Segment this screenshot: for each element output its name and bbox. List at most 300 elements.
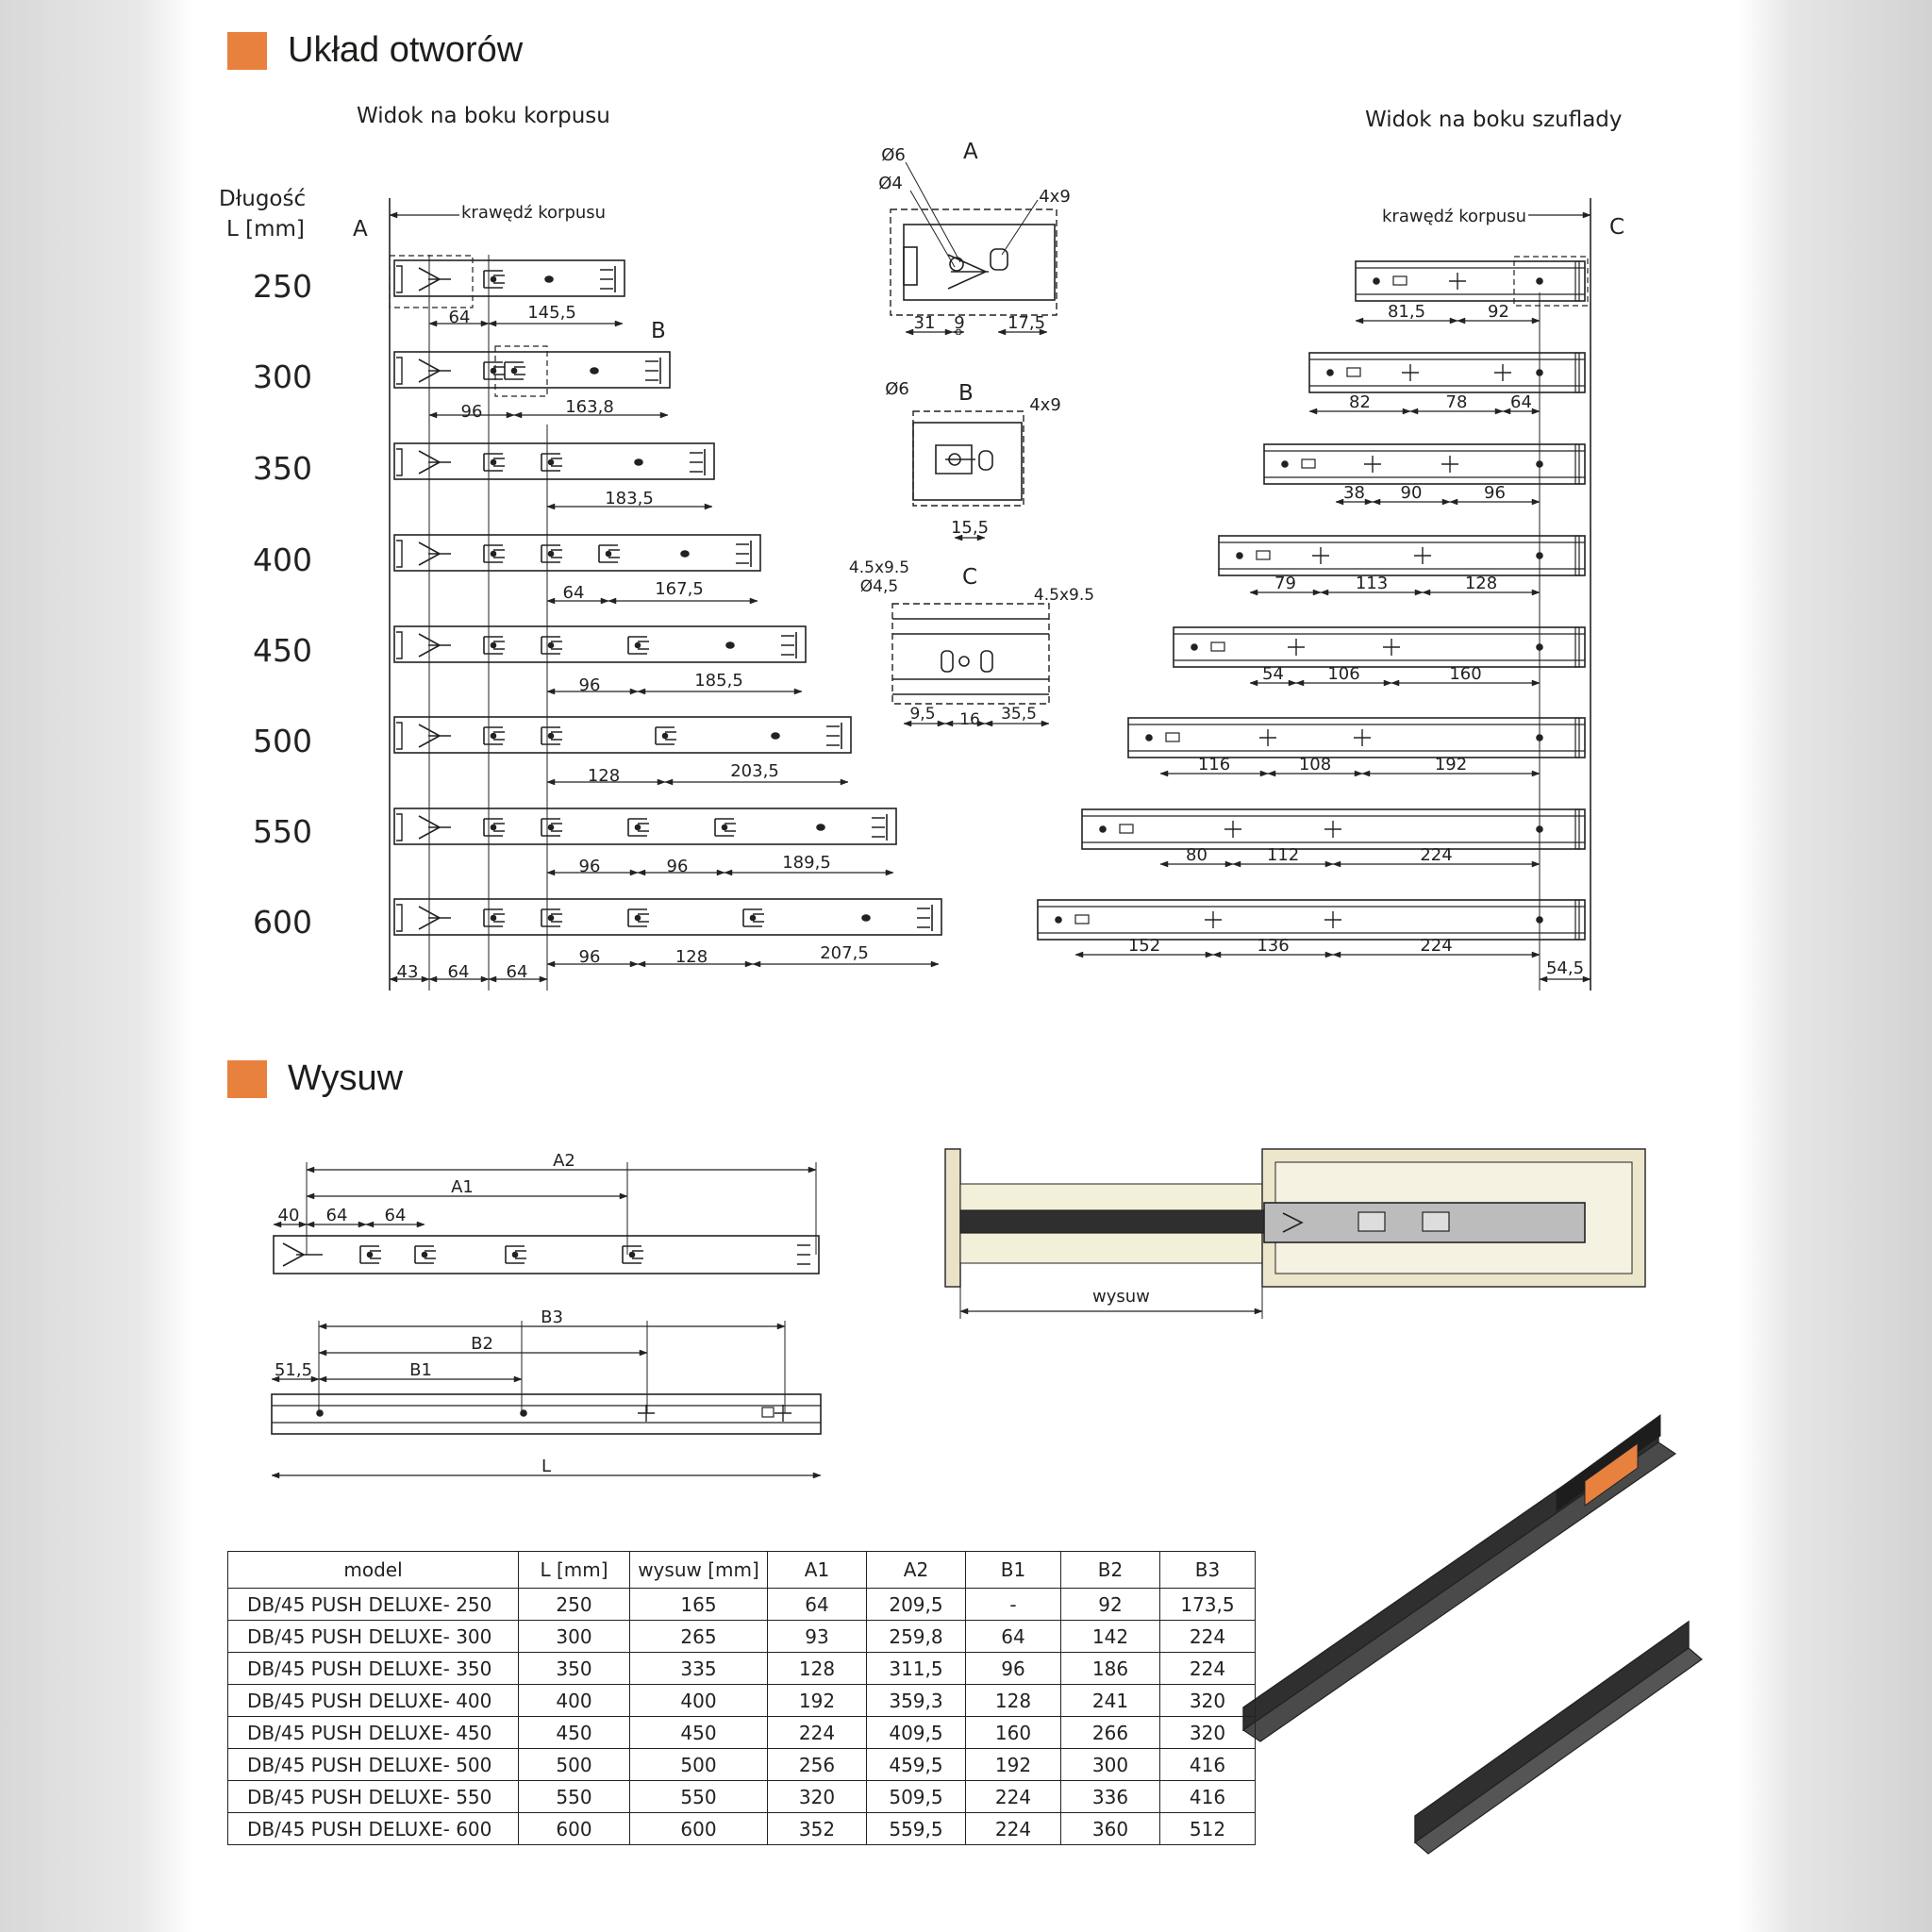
rail-end <box>396 449 402 475</box>
dimension-label: 183,5 <box>605 489 654 508</box>
dimension-label: L <box>541 1457 552 1476</box>
dimension-label: 79 <box>1274 574 1296 593</box>
dimension-label: 81,5 <box>1387 302 1426 322</box>
table-header-cell: wysuw [mm] <box>630 1552 768 1589</box>
detail-B-label: 15,5 <box>950 518 990 538</box>
detail-B-label: 4x9 <box>1029 395 1061 415</box>
hole-dot <box>1537 644 1542 650</box>
hole-dot <box>636 825 641 830</box>
hole-dot <box>1537 917 1542 923</box>
hole-dot <box>751 916 756 921</box>
table-cell: 320 <box>768 1781 867 1813</box>
table-cell: DB/45 PUSH DELUXE- 500 <box>228 1749 519 1781</box>
dimension-label: 64 <box>447 962 470 982</box>
cross-mark <box>1259 729 1276 746</box>
dimension-label: 64 <box>1510 392 1532 412</box>
table-cell: 320 <box>1160 1717 1256 1749</box>
dimension-label: 163,8 <box>565 397 614 417</box>
cabinet-edge-label: krawędź korpusu <box>461 203 607 223</box>
rail-body <box>1356 261 1585 301</box>
dimension-label: 96 <box>1484 483 1506 503</box>
length-value: 250 <box>253 268 312 305</box>
rail-end <box>1575 809 1579 849</box>
dimension-label: 192 <box>1434 755 1468 774</box>
table-cell: DB/45 PUSH DELUXE- 300 <box>228 1621 519 1653</box>
rail-bracket <box>1423 1212 1449 1231</box>
dimension-label: 113 <box>1355 574 1389 593</box>
table-cell: DB/45 PUSH DELUXE- 400 <box>228 1685 519 1717</box>
cross-mark <box>1224 821 1241 838</box>
hole-dot <box>491 460 496 465</box>
hole-dot <box>423 1253 427 1257</box>
table-cell: 165 <box>630 1589 768 1621</box>
length-value: 500 <box>253 723 312 759</box>
detail-A-end <box>904 247 917 285</box>
dimension-label: A1 <box>451 1177 474 1197</box>
table-cell: 550 <box>519 1781 630 1813</box>
marker-C: C <box>1609 215 1625 240</box>
dimension-label: 128 <box>675 947 708 967</box>
hole-dot <box>491 552 496 557</box>
cross-mark <box>1324 821 1341 838</box>
rail-bracket <box>1358 1212 1385 1231</box>
dimension-label: 136 <box>1257 936 1290 956</box>
table-cell: 320 <box>1160 1685 1256 1717</box>
table-cell: 128 <box>966 1685 1061 1717</box>
table-row <box>228 1717 1256 1749</box>
table-header-cell: B2 <box>1061 1552 1160 1589</box>
rail-body <box>394 443 714 479</box>
table-cell: 550 <box>630 1781 768 1813</box>
table-cell: 459,5 <box>867 1749 966 1781</box>
table-cell: 500 <box>519 1749 630 1781</box>
hole-dot <box>1282 461 1288 467</box>
cross-mark <box>1402 364 1419 381</box>
spec-table <box>227 1551 1256 1845</box>
dimension-label: 64 <box>384 1206 407 1225</box>
table-cell: 600 <box>630 1813 768 1845</box>
table-row <box>228 1749 1256 1781</box>
detail-A-hole <box>950 258 963 271</box>
iso-rail-short <box>1415 1622 1689 1842</box>
table-cell: 265 <box>630 1621 768 1653</box>
dimension-label: B2 <box>471 1334 493 1354</box>
hole-dot <box>663 734 668 739</box>
table-cell: DB/45 PUSH DELUXE- 250 <box>228 1589 519 1621</box>
table-cell: 241 <box>1061 1685 1160 1717</box>
table-cell: 224 <box>966 1813 1061 1845</box>
hole-dot <box>1146 735 1152 741</box>
table-cell: 224 <box>768 1717 867 1749</box>
rail-clip <box>419 268 451 291</box>
table-row <box>228 1621 1256 1653</box>
cross-mark <box>1312 547 1329 564</box>
rail-end <box>396 814 402 841</box>
hole-dot <box>636 916 641 921</box>
detail-B-slot <box>979 451 992 470</box>
dimension-label: 152 <box>1127 936 1161 956</box>
rail-front-clip <box>600 266 615 292</box>
dimension-label: 43 <box>396 962 419 982</box>
dimension-label: 90 <box>1400 483 1423 503</box>
table-cell: 300 <box>1061 1749 1160 1781</box>
dimension-label: 224 <box>1420 845 1453 865</box>
hole-dot <box>317 1410 323 1416</box>
rail-end <box>1575 718 1579 758</box>
cross-mark <box>774 1405 791 1422</box>
hole-dot <box>549 643 554 648</box>
rail-front-clip <box>872 814 887 841</box>
detail-C-label: Ø4,5 <box>859 577 899 596</box>
dimension-label: A2 <box>553 1151 575 1171</box>
table-cell: DB/45 PUSH DELUXE- 550 <box>228 1781 519 1813</box>
rail-slot <box>1393 276 1407 285</box>
rail-end <box>1575 261 1579 301</box>
detail-A-label: 17,5 <box>1007 313 1046 333</box>
hole-dot <box>549 552 554 557</box>
detail-A-part <box>904 225 1055 300</box>
dimension-label: 112 <box>1266 845 1300 865</box>
rail-clip <box>419 542 451 565</box>
hole-dot <box>491 277 496 282</box>
rail-clip <box>419 634 451 657</box>
hole-dot <box>1237 553 1242 558</box>
table-row <box>228 1813 1256 1845</box>
table-cell: 360 <box>1061 1813 1160 1845</box>
table-cell: 416 <box>1160 1781 1256 1813</box>
rail-body <box>1174 627 1585 667</box>
rail-body <box>394 352 670 388</box>
table-cell: 224 <box>1160 1621 1256 1653</box>
hole-dot <box>549 460 554 465</box>
table-cell: 559,5 <box>867 1813 966 1845</box>
dimension-label: 54,5 <box>1545 958 1585 978</box>
rail-clip <box>419 451 451 474</box>
detail-C-label: 9,5 <box>909 705 936 724</box>
table-cell: DB/45 PUSH DELUXE- 450 <box>228 1717 519 1749</box>
dimension-label: 51,5 <box>274 1360 313 1380</box>
cross-mark <box>1494 364 1511 381</box>
table-cell: 92 <box>1061 1589 1160 1621</box>
table-cell: 450 <box>519 1717 630 1749</box>
cross-mark <box>1364 456 1381 473</box>
hole-dot <box>1537 826 1542 832</box>
dimension-label: 207,5 <box>820 943 869 963</box>
cross-mark <box>1383 639 1400 656</box>
dimension-label: 189,5 <box>782 853 831 873</box>
detail-A-label: 9 <box>954 313 965 333</box>
detail-C-slot <box>941 651 953 672</box>
table-header-cell: A2 <box>867 1552 966 1589</box>
table-cell: 224 <box>966 1781 1061 1813</box>
hole-dot <box>862 915 870 921</box>
rail-slot <box>1257 551 1270 559</box>
table-cell: 400 <box>630 1685 768 1717</box>
rail-end <box>396 358 402 384</box>
hole-dot <box>1537 461 1542 467</box>
hole-dot <box>630 1253 635 1257</box>
hole-dot <box>368 1253 373 1257</box>
length-label: Długość <box>219 187 307 211</box>
table-cell: 335 <box>630 1653 768 1685</box>
hole-dot <box>1191 644 1197 650</box>
table-cell: 256 <box>768 1749 867 1781</box>
hole-dot <box>726 642 734 648</box>
rail-end <box>1575 900 1579 940</box>
table-cell: 64 <box>966 1621 1061 1653</box>
detail-B-bracket <box>936 445 975 474</box>
detail-A-title: A <box>963 140 978 164</box>
hole-dot <box>491 734 496 739</box>
rail-slot <box>1347 368 1360 376</box>
dimension-label: 64 <box>325 1206 348 1225</box>
table-row <box>228 1653 1256 1685</box>
length-value: 300 <box>253 358 312 395</box>
rail-body <box>394 626 806 662</box>
table-cell: 450 <box>630 1717 768 1749</box>
cross-mark <box>638 1405 655 1422</box>
hole-dot <box>817 824 824 830</box>
rail-slot <box>1211 642 1224 651</box>
table-cell: - <box>966 1589 1061 1621</box>
table-cell: DB/45 PUSH DELUXE- 600 <box>228 1813 519 1845</box>
dimension-label: 145,5 <box>527 303 576 323</box>
rail-slot <box>1075 915 1089 924</box>
dimension-label: 167,5 <box>655 579 704 599</box>
dimension-label: 106 <box>1327 664 1360 684</box>
hole-dot <box>635 459 642 465</box>
hole-dot <box>1537 553 1542 558</box>
detail-drawings <box>891 162 1057 726</box>
table-header-cell: L [mm] <box>519 1552 630 1589</box>
hole-dot <box>491 825 496 830</box>
dimension-label: 80 <box>1186 845 1208 865</box>
cross-mark <box>1441 456 1458 473</box>
rail-slot <box>762 1407 774 1417</box>
table-header-row <box>228 1552 1256 1589</box>
dimension-label: B3 <box>541 1307 563 1327</box>
table-cell: 336 <box>1061 1781 1160 1813</box>
table-cell: DB/45 PUSH DELUXE- 350 <box>228 1653 519 1685</box>
rail-slot <box>1302 459 1315 468</box>
dimension-label: 128 <box>587 766 621 786</box>
length-value: 450 <box>253 632 312 669</box>
rail-body <box>394 535 760 571</box>
length-value: 550 <box>253 813 312 850</box>
dimension-label: 96 <box>460 402 483 422</box>
length-value: 600 <box>253 904 312 941</box>
table-row <box>228 1685 1256 1717</box>
detail-B-frame <box>495 346 547 396</box>
hole-dot <box>513 1253 518 1257</box>
table-cell: 300 <box>519 1621 630 1653</box>
table-cell: 250 <box>519 1589 630 1621</box>
rail-end <box>396 541 402 567</box>
ext-rail-top <box>274 1236 819 1274</box>
detail-C-label: 4.5x9.5 <box>1033 586 1095 605</box>
rail-front-clip <box>797 1245 810 1264</box>
rail-body <box>1038 900 1585 940</box>
leader-line <box>1002 200 1038 255</box>
length-unit-label: L [mm] <box>226 217 305 242</box>
rail-front-clip <box>781 632 796 658</box>
table-row <box>228 1781 1256 1813</box>
table-header-cell: B3 <box>1160 1552 1256 1589</box>
rail-front-clip <box>690 449 705 475</box>
orange-square-icon <box>227 1060 267 1098</box>
hole-dot <box>636 643 641 648</box>
detail-A-label: Ø4 <box>878 174 903 193</box>
length-value: 350 <box>253 450 312 487</box>
rail-slot <box>1166 733 1179 741</box>
hole-dot <box>772 733 779 739</box>
dimension-label: 108 <box>1298 755 1332 774</box>
dimension-label: 128 <box>1464 574 1498 593</box>
section-holes-title: Układ otworów <box>288 30 524 70</box>
table-row <box>228 1589 1256 1621</box>
dimension-label: 64 <box>506 962 528 982</box>
table-cell: 142 <box>1061 1621 1160 1653</box>
dimension-label: 96 <box>578 675 601 695</box>
rail-end <box>396 723 402 749</box>
detail-C-label: 4.5x9.5 <box>848 558 910 577</box>
dimension-label: 203,5 <box>730 761 779 781</box>
ext-rail-bottom <box>272 1394 821 1434</box>
table-cell: 400 <box>519 1685 630 1717</box>
dimension-label: 54 <box>1262 664 1284 684</box>
section-extension-heading <box>227 1058 403 1099</box>
table-cell: 352 <box>768 1813 867 1845</box>
dimension-label: 116 <box>1197 755 1231 774</box>
wysuw-label: wysuw <box>1092 1287 1150 1307</box>
table-cell: 509,5 <box>867 1781 966 1813</box>
hole-dot <box>549 916 554 921</box>
table-cell: 311,5 <box>867 1653 966 1685</box>
rail-front-clip <box>917 905 932 931</box>
table-cell: 600 <box>519 1813 630 1845</box>
length-value: 400 <box>253 541 312 578</box>
rail-front-clip <box>736 541 751 567</box>
dimension-label: 78 <box>1445 392 1468 412</box>
table-cell: 500 <box>630 1749 768 1781</box>
detail-B-title: B <box>958 381 974 406</box>
detail-C-rails <box>892 619 1049 694</box>
table-cell: 128 <box>768 1653 867 1685</box>
hole-dot <box>549 825 554 830</box>
marker-B: B <box>651 319 666 343</box>
detail-A-label: Ø6 <box>881 145 906 165</box>
detail-C-title: C <box>962 565 978 590</box>
cross-mark <box>1288 639 1305 656</box>
table-header-cell: B1 <box>966 1552 1061 1589</box>
table-cell: 409,5 <box>867 1717 966 1749</box>
hole-dot <box>545 276 553 282</box>
table-cell: 186 <box>1061 1653 1160 1685</box>
rail-line <box>272 1406 821 1423</box>
detail-A-label: 4x9 <box>1039 187 1071 207</box>
rail-body <box>1309 353 1585 392</box>
rail-end <box>1575 444 1579 484</box>
dimension-label: 96 <box>578 947 601 967</box>
dimension-label: 96 <box>666 857 689 876</box>
hole-dot <box>1537 735 1542 741</box>
section-extension-title: Wysuw <box>288 1058 404 1098</box>
rail-front-clip <box>826 723 841 749</box>
table-cell: 192 <box>768 1685 867 1717</box>
rail-clip <box>283 1243 323 1266</box>
hole-dot <box>1537 370 1542 375</box>
cross-mark <box>1354 729 1371 746</box>
dimension-label: 224 <box>1420 936 1453 956</box>
rail-end <box>1575 627 1579 667</box>
rail-clip <box>419 359 451 382</box>
detail-C-label: 16 <box>959 710 980 729</box>
hole-dot <box>681 551 689 557</box>
rail-end <box>1575 536 1579 575</box>
dimension-label: 185,5 <box>694 671 743 691</box>
cross-mark <box>1324 911 1341 928</box>
table-cell: 350 <box>519 1653 630 1685</box>
table-header-cell: model <box>228 1552 519 1589</box>
dimension-label: 160 <box>1449 664 1482 684</box>
cross-mark <box>1205 911 1222 928</box>
hole-dot <box>549 734 554 739</box>
detail-A-label: 31 <box>913 313 936 333</box>
cross-mark <box>1414 547 1431 564</box>
detail-B-box <box>913 411 1024 506</box>
table-cell: 416 <box>1160 1749 1256 1781</box>
detail-C-label: 35,5 <box>1001 705 1037 724</box>
rail-clip <box>419 816 451 839</box>
rail-end <box>396 632 402 658</box>
detail-C-frame <box>1514 257 1588 306</box>
rail-body <box>394 899 941 935</box>
hole-dot <box>1100 826 1106 832</box>
table-cell: 160 <box>966 1717 1061 1749</box>
iso-rail-short-side <box>1415 1648 1702 1854</box>
rail-end <box>1575 353 1579 392</box>
drawer-view-label: Widok na boku szuflady <box>1365 108 1623 132</box>
rail-clip <box>419 907 451 929</box>
rail-front-clip <box>645 358 660 384</box>
table-cell: 96 <box>966 1653 1061 1685</box>
rail-body <box>394 717 851 753</box>
dimension-label: 64 <box>448 308 471 327</box>
hole-dot <box>723 825 727 830</box>
table-cell: 259,8 <box>867 1621 966 1653</box>
rail-body <box>1219 536 1585 575</box>
hole-dot <box>1374 278 1379 284</box>
dimension-label: B1 <box>409 1360 432 1380</box>
detail-C-hole <box>959 657 969 666</box>
hole-dot <box>512 369 517 374</box>
hole-dot <box>1056 917 1061 923</box>
rail-slot <box>1120 824 1133 833</box>
dimension-label: 82 <box>1349 392 1371 412</box>
hole-dot <box>1327 370 1333 375</box>
table-cell: 173,5 <box>1160 1589 1256 1621</box>
hole-dot <box>1537 278 1542 284</box>
marker-A: A <box>353 217 368 242</box>
detail-A-slot <box>991 249 1008 270</box>
rail-end <box>396 905 402 931</box>
dimension-label: 96 <box>578 857 601 876</box>
rail-end <box>396 266 402 292</box>
detail-C-slot <box>981 651 992 672</box>
table-cell: 64 <box>768 1589 867 1621</box>
rail-clip <box>419 724 451 747</box>
dimension-label: 40 <box>277 1206 300 1225</box>
